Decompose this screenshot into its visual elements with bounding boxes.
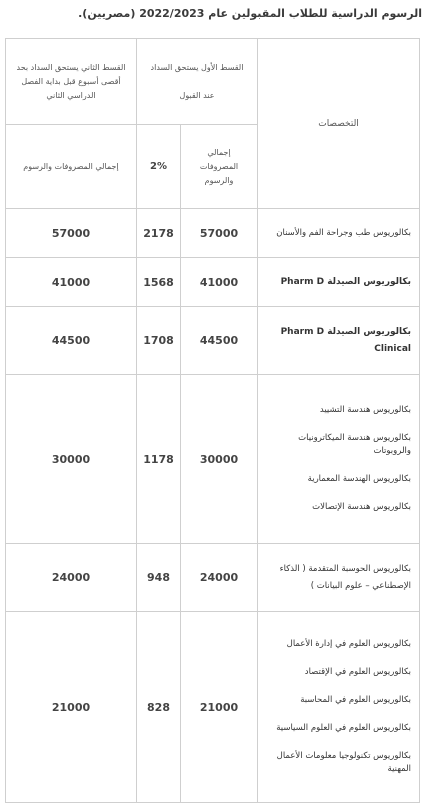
percent-value: 1568	[137, 258, 181, 307]
program-name: بكالوريوس تكنولوجيا معلومات الأعمال المهنية	[276, 751, 412, 774]
programs-cell	[258, 258, 420, 307]
first-installment-header-line1: القسط الأول يستحق السداد	[150, 62, 244, 72]
program-name: بكالوريوس العلوم في المحاسبة	[300, 695, 412, 705]
second-installment-value: 41000	[6, 258, 137, 307]
first-installment-value: 44500	[181, 307, 258, 375]
fees-table	[5, 38, 420, 803]
second-installment-value: 44500	[6, 307, 137, 375]
program-name: بكالوريوس العلوم في العلوم السياسية	[276, 723, 412, 733]
total-fees-first-header: إجمالي المصروفات والرسوم	[181, 125, 258, 209]
percent-header: 2%	[137, 125, 181, 209]
percent-value: 948	[137, 544, 181, 612]
specializations-header: التخصصات	[258, 39, 420, 209]
second-installment-header: القسط الثاني يستحق السداد بحد أقصى أسبوع قبل بداية الفصل الدراسي الثاني	[6, 39, 137, 125]
program-name: بكالوريوس العلوم في الإقتصاد	[304, 667, 412, 677]
programs-cell	[258, 307, 420, 375]
first-installment-value: 41000	[181, 258, 258, 307]
program-name: بكالوريوس هندسة الإتصالات	[312, 502, 412, 512]
first-installment-header-line2: عند القبول	[179, 90, 215, 100]
programs-cell	[258, 375, 420, 544]
first-installment-value: 57000	[181, 209, 258, 258]
second-installment-value: 24000	[6, 544, 137, 612]
table-caption: الرسوم الدراسية للطلاب المقبولين عام 2022/2023 (مصريين).	[78, 7, 422, 20]
program-name: بكالوريوس هندسة الميكاترونيات والروبوتات	[298, 433, 412, 456]
program-name: بكالوريوس الحوسبة المتقدمة ( الذكاء الإصطناعي – علوم البيانات )	[279, 563, 412, 591]
table-row	[6, 209, 420, 258]
header-row-top	[6, 39, 420, 125]
percent-value: 2178	[137, 209, 181, 258]
program-name: بكالوريوس هندسة التشييد	[319, 405, 412, 415]
second-installment-value: 21000	[6, 612, 137, 803]
table-row	[6, 307, 420, 375]
table-row	[6, 612, 420, 803]
programs-cell	[258, 612, 420, 803]
first-installment-value: 21000	[181, 612, 258, 803]
total-fees-second-header: إجمالي المصروفات والرسوم	[6, 125, 137, 209]
percent-value: 1178	[137, 375, 181, 544]
programs-cell	[258, 209, 420, 258]
program-name: بكالوريوس العلوم في إدارة الأعمال	[286, 639, 412, 649]
first-installment-header	[137, 39, 258, 125]
table-row	[6, 544, 420, 612]
programs-cell	[258, 544, 420, 612]
percent-value: 1708	[137, 307, 181, 375]
program-name: بكالوريوس طب وجراحة الفم والأسنان	[276, 227, 412, 238]
second-installment-value: 30000	[6, 375, 137, 544]
second-installment-value: 57000	[6, 209, 137, 258]
first-installment-value: 30000	[181, 375, 258, 544]
table-row	[6, 375, 420, 544]
table-row	[6, 258, 420, 307]
program-name: بكالوريوس الصيدلة Pharm D Clinical	[280, 326, 412, 354]
program-name: بكالوريوس الهندسة المعمارية	[307, 474, 412, 484]
first-installment-value: 24000	[181, 544, 258, 612]
program-name: بكالوريوس الصيدلة Pharm D	[280, 276, 412, 287]
percent-value: 828	[137, 612, 181, 803]
